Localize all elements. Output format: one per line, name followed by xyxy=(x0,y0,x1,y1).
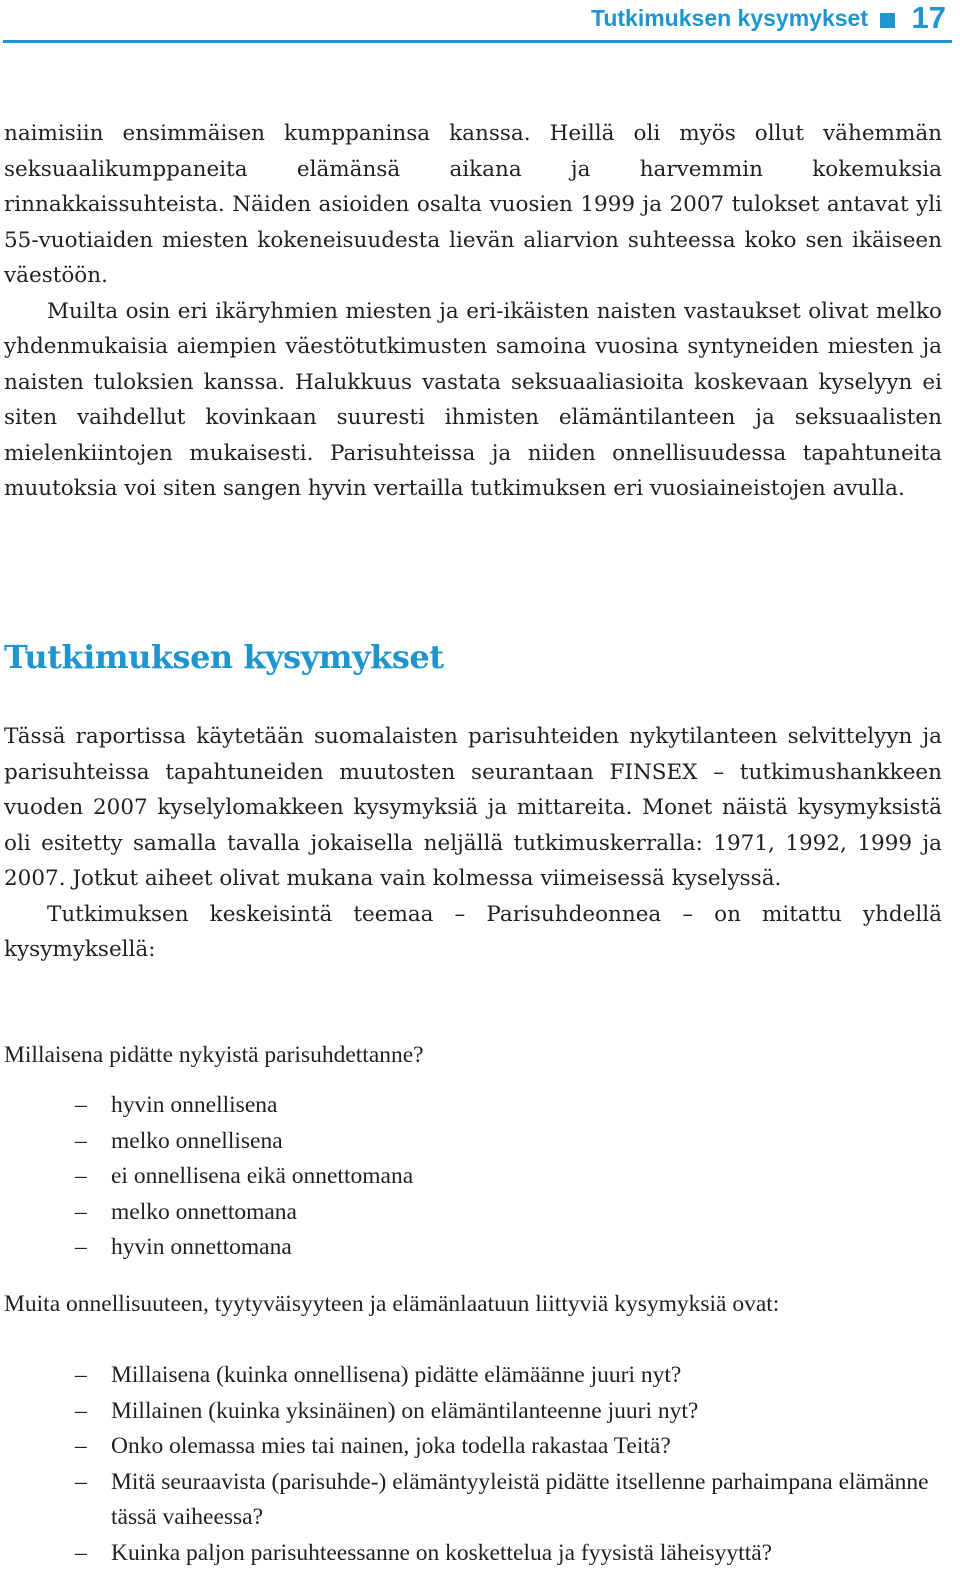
section-paragraph-1: Tässä raportissa käytetään suomalaisten parisuhteiden nykytilanteen selvittelyyn ja parisuhteissa tapahtuneiden muutosten seurantaan FINSEX – tutkimushankkeen vuoden 2007 kyselylomakkeen kysymyksiä ja mittareita. Monet näistä kysymyksistä oli esitetty samalla tavalla jokaisella neljällä tutkimuskerralla: 1971, 1992, 1999 ja 2007. Jotkut aiheet olivat mukana vain kolmessa viimeisessä kyselyssä. xyxy=(4,724,942,891)
other-questions-intro: Muita onnellisuuteen, tyytyväisyyteen ja elämänlaatuun liittyviä kysymyksiä ovat: xyxy=(4,1291,780,1317)
other-question: Mitä seuraavista (parisuhde-) elämäntyyleistä pidätte itsellenne parhaimpana elämänne tässä vaiheessa? xyxy=(111,1468,929,1530)
answer-option: hyvin onnettomana xyxy=(111,1234,292,1260)
answer-option: melko onnellisena xyxy=(111,1127,283,1154)
dash-bullet: – xyxy=(75,1397,87,1424)
answer-option: ei onnellisena eikä onnettomana xyxy=(111,1163,414,1189)
list-item xyxy=(0,1195,945,1231)
other-questions-list xyxy=(0,1358,945,1571)
intro-paragraph-1: naimisiin ensimmäisen kumppaninsa kanssa. Heillä oli myös ollut vähemmän seksuaalikumppaneita elämänsä aikana ja harvemmin kokemuksia rinnakkaissuhteista. Näiden asioiden osalta vuosien 1999 ja 2007 tulokset antavat yli 55-vuotiaiden miesten kokeneisuudesta lievän aliarvion suhteessa koko sen ikäiseen väestöön. xyxy=(4,121,942,288)
other-question: Kuinka paljon parisuhteessanne on koskettelua ja fyysistä läheisyyttä? xyxy=(111,1539,773,1566)
section-heading: Tutkimuksen kysymykset xyxy=(4,638,444,676)
dash-bullet: – xyxy=(75,1362,87,1388)
list-item xyxy=(0,1124,945,1160)
intro-paragraph-2: Muilta osin eri ikäryhmien miesten ja eri-ikäisten naisten vastaukset olivat melko yhdenmukaisia aiempien väestötutkimusten samoina vuosina syntyneiden miesten ja naisten tuloksien kanssa. Halukkuus vastata seksuaaliasioita koskevaan kyselyyn ei siten vaihdellut kovinkaan suuresti ihmisten elämäntilanteen ja seksuaalisten mielenkiintojen mukaisesti. Parisuhteissa ja niiden onnellisuudessa tapahtuneita muutoksia voi siten sangen hyvin vertailla tutkimuksen eri vuosiaineistojen avulla. xyxy=(4,298,942,501)
dash-bullet: – xyxy=(75,1092,87,1118)
dash-bullet: – xyxy=(75,1163,87,1189)
other-question: Millainen (kuinka yksinäinen) on elämäntilanteenne juuri nyt? xyxy=(111,1397,699,1424)
list-item xyxy=(0,1394,945,1430)
running-header-title: Tutkimuksen kysymykset xyxy=(591,5,868,31)
header-rule xyxy=(3,40,952,43)
dash-bullet: – xyxy=(75,1234,87,1260)
dash-bullet: – xyxy=(75,1539,87,1566)
dash-bullet: – xyxy=(75,1468,87,1495)
list-item xyxy=(0,1088,945,1124)
intro-text xyxy=(4,116,942,507)
answer-option: melko onnettomana xyxy=(111,1198,297,1225)
dash-bullet: – xyxy=(75,1127,87,1154)
page-number: 17 xyxy=(911,0,946,35)
answer-options-list xyxy=(0,1088,945,1266)
other-question: Millaisena (kuinka onnellisena) pidätte elämäänne juuri nyt? xyxy=(111,1362,682,1388)
square-bullet-icon xyxy=(880,13,895,28)
dash-bullet: – xyxy=(75,1198,87,1225)
section-text xyxy=(4,719,942,968)
main-question: Millaisena pidätte nykyistä parisuhdettanne? xyxy=(4,1042,424,1068)
section-paragraph-2: Tutkimuksen keskeisintä teemaa – Parisuhdeonnea – on mitattu yhdellä kysymyksellä: xyxy=(4,901,942,962)
list-item xyxy=(0,1358,945,1394)
list-item xyxy=(0,1429,945,1465)
list-item xyxy=(0,1159,945,1195)
list-item xyxy=(0,1536,945,1572)
list-item xyxy=(0,1465,945,1536)
running-header xyxy=(0,0,952,44)
other-question: Onko olemassa mies tai nainen, joka todella rakastaa Teitä? xyxy=(111,1433,671,1459)
dash-bullet: – xyxy=(75,1433,87,1459)
list-item xyxy=(0,1230,945,1266)
answer-option: hyvin onnellisena xyxy=(111,1092,278,1118)
